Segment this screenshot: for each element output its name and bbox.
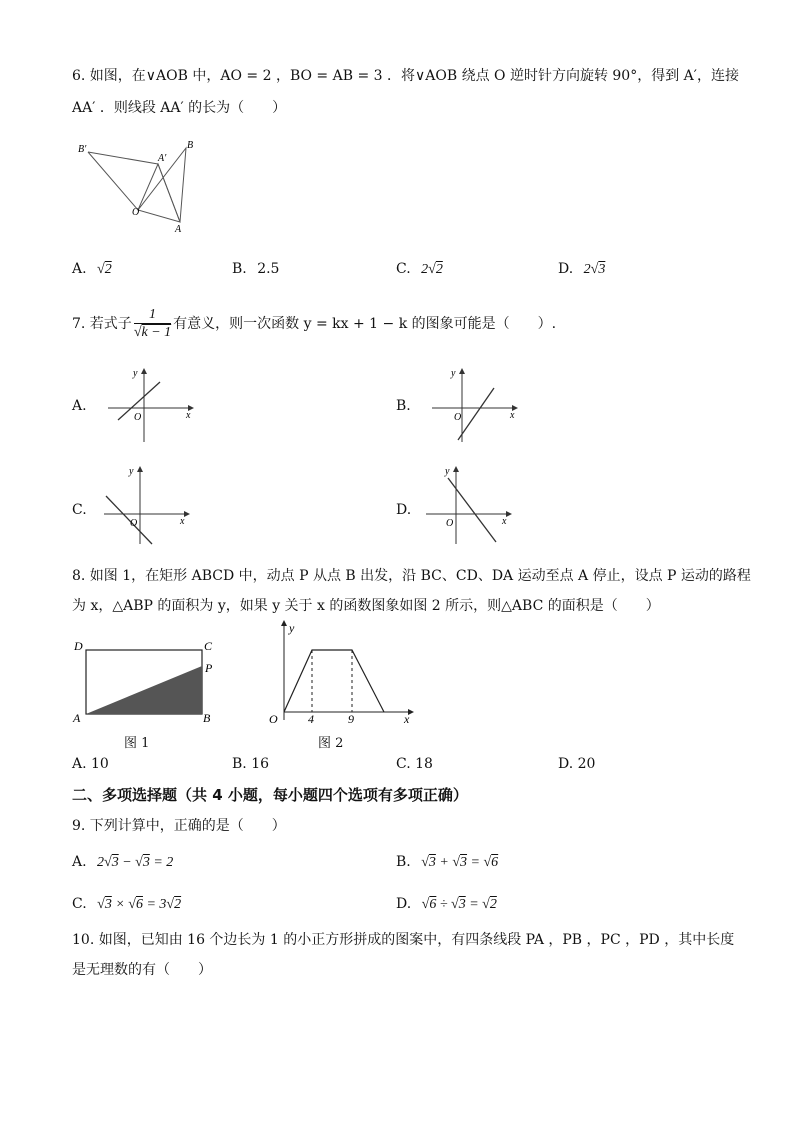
q8-option-d[interactable]: D. 20 [558, 756, 596, 772]
q10-stem-line1: 10. 如图，已知由 16 个边长为 1 的小正方形拼成的图案中，有四条线段 PA ，PB ，PC ，PD ，其中长度 [72, 932, 735, 948]
q7c-label-y: y [129, 466, 134, 477]
q8f2-label-y: y [289, 621, 295, 635]
section-2-heading: 二、多项选择题（共 4 小题，每小题四个选项有多项正确） [72, 786, 468, 804]
q8f1-label-d: D [74, 639, 83, 653]
q7d-label-o: O [446, 518, 454, 529]
q6-stem-line2: AA′ ．则线段 AA′ 的长为（ ） [72, 100, 287, 116]
q7c-label-x: x [180, 516, 185, 527]
q8f2-label-x: x [404, 712, 410, 726]
q7a-label-y: y [133, 368, 138, 379]
q8-option-a[interactable]: A. 10 [72, 756, 109, 772]
q7c-label-o: O [130, 518, 138, 529]
q7-graph-c [100, 466, 192, 546]
q7b-label-y: y [451, 368, 456, 379]
q6-label-a1: A′ [158, 153, 167, 164]
q7d-label-y: y [445, 466, 450, 477]
q6-figure [76, 140, 206, 235]
q7d-label-x: x [502, 516, 507, 527]
q8f1-label-a: A [73, 711, 81, 725]
q6-option-d[interactable]: D. 2√3 [558, 261, 606, 277]
q6-label-o: O [132, 207, 140, 218]
q9-option-a[interactable]: A. 2√3 − √3 = 2 [72, 854, 174, 870]
q9-option-b[interactable]: B. √3 + √3 = √6 [396, 854, 499, 870]
q8f1-label-c: C [204, 639, 213, 653]
q6-option-c[interactable]: C. 2√2 [396, 261, 443, 277]
q8-stem-line2: 为 x，△ABP 的面积为 y，如果 y 关于 x 的函数图象如图 2 所示，则△ABC 的面积是（ ） [72, 598, 660, 614]
q7a-label-x: x [186, 410, 191, 421]
q7-graph-b [428, 368, 518, 446]
q8-fig1-caption: 图 1 [124, 736, 150, 751]
q8f1-label-p: P [205, 661, 213, 675]
q7-option-a[interactable]: A. [72, 398, 87, 414]
q7a-label-o: O [134, 412, 142, 423]
q10-stem-line2: 是无理数的有（ ） [72, 962, 212, 978]
q6-stem-line1: 6. 如图，在∨AOB 中，AO = 2 ，BO = AB = 3 ．将∨AOB 绕点 O 逆时针方向旋转 90°，得到 A′，连接 [72, 68, 739, 84]
q8f2-tick-9: 9 [348, 712, 354, 726]
q7-option-b[interactable]: B. [396, 398, 411, 414]
q6-label-b1: B′ [78, 144, 87, 155]
q7-graph-a [104, 368, 194, 446]
q6-label-b: B [187, 140, 194, 151]
q7-stem: 7. 若式子 $\frac{1}{√k - 1}$ 有意义，则一次函数 y = kx + 1 − k 的图象可能是（ ）. [72, 306, 557, 340]
q8f2-label-o: O [269, 712, 278, 726]
q7b-label-o: O [454, 412, 462, 423]
q9-option-d[interactable]: D. √6 ÷ √3 = √2 [396, 896, 497, 912]
q8f1-label-b: B [203, 711, 211, 725]
q6-option-a[interactable]: A. √2 [72, 261, 112, 277]
q8-fig2-caption: 图 2 [318, 736, 344, 751]
q8-figure-1 [70, 636, 220, 730]
q7-graph-d [422, 466, 514, 546]
q8f2-tick-4: 4 [308, 712, 314, 726]
q8-figure-2 [256, 620, 422, 730]
q7-option-c[interactable]: C. [72, 502, 87, 518]
q6-label-a: A [175, 224, 182, 235]
q6-option-b[interactable]: B. 2.5 [232, 261, 280, 277]
q7b-label-x: x [510, 410, 515, 421]
q8-stem-line1: 8. 如图 1，在矩形 ABCD 中，动点 P 从点 B 出发，沿 BC、CD、DA 运动至点 A 停止，设点 P 运动的路程 [72, 568, 751, 584]
q8-option-b[interactable]: B. 16 [232, 756, 270, 772]
q9-stem: 9. 下列计算中，正确的是（ ） [72, 818, 286, 834]
q7-option-d[interactable]: D. [396, 502, 412, 518]
q8-option-c[interactable]: C. 18 [396, 756, 433, 772]
q7-fraction: $\frac{1}{√k - 1}$ [133, 306, 172, 340]
q9-option-c[interactable]: C. √3 × √6 = 3√2 [72, 896, 182, 912]
